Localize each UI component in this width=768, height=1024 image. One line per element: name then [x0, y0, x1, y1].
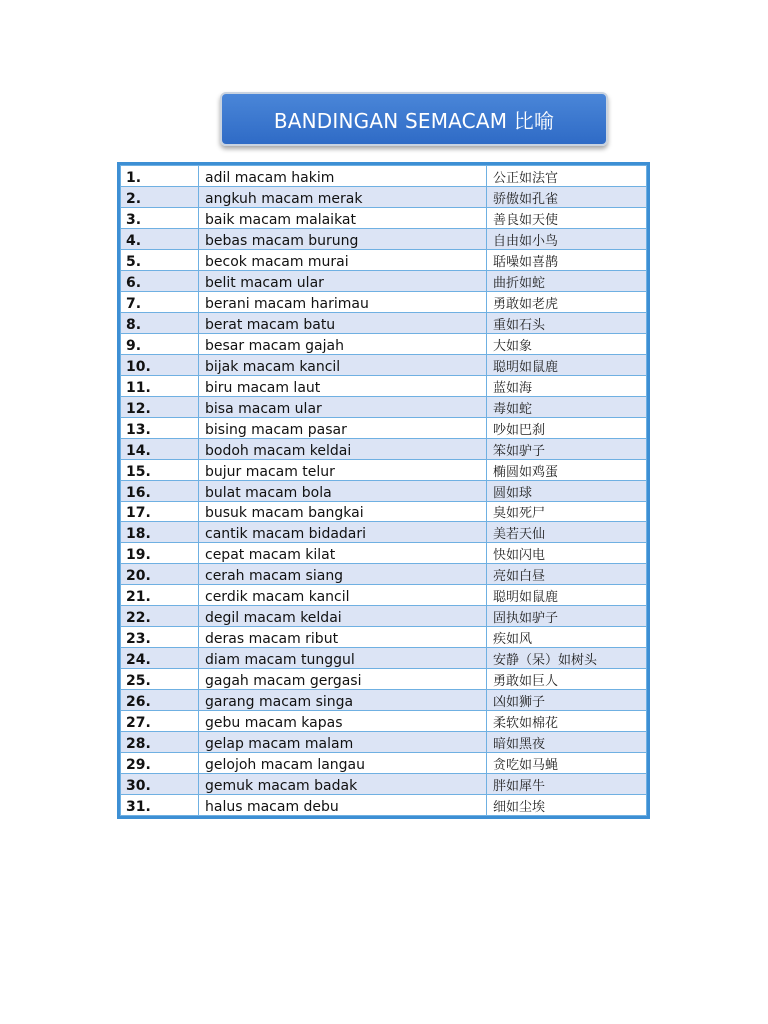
malay-simile: angkuh macam merak: [199, 186, 487, 207]
chinese-translation: 快如闪电: [487, 543, 647, 564]
chinese-translation: 聪明如鼠鹿: [487, 585, 647, 606]
row-number: 25.: [121, 669, 199, 690]
row-number: 23.: [121, 627, 199, 648]
row-number: 13.: [121, 417, 199, 438]
malay-simile: bebas macam burung: [199, 228, 487, 249]
chinese-translation: 勇敢如老虎: [487, 291, 647, 312]
table-row: [121, 732, 647, 753]
chinese-translation: 疾如风: [487, 627, 647, 648]
table-row: [121, 606, 647, 627]
table-row: [121, 774, 647, 795]
row-number: 29.: [121, 753, 199, 774]
table-row: [121, 312, 647, 333]
chinese-translation: 固执如驴子: [487, 606, 647, 627]
malay-simile: bisa macam ular: [199, 396, 487, 417]
chinese-translation: 圆如球: [487, 480, 647, 501]
row-number: 24.: [121, 648, 199, 669]
chinese-translation: 大如象: [487, 333, 647, 354]
table-row: [121, 627, 647, 648]
table-row: [121, 207, 647, 228]
chinese-translation: 曲折如蛇: [487, 270, 647, 291]
table-row: [121, 648, 647, 669]
malay-simile: besar macam gajah: [199, 333, 487, 354]
chinese-translation: 安静（呆）如树头: [487, 648, 647, 669]
table-row: [121, 753, 647, 774]
table-row: [121, 249, 647, 270]
malay-simile: gelap macam malam: [199, 732, 487, 753]
chinese-translation: 凶如狮子: [487, 690, 647, 711]
table-row: [121, 270, 647, 291]
table-row: [121, 186, 647, 207]
row-number: 7.: [121, 291, 199, 312]
row-number: 17.: [121, 501, 199, 522]
row-number: 3.: [121, 207, 199, 228]
table-row: [121, 564, 647, 585]
chinese-translation: 暗如黑夜: [487, 732, 647, 753]
chinese-translation: 蓝如海: [487, 375, 647, 396]
row-number: 9.: [121, 333, 199, 354]
table-row: [121, 396, 647, 417]
table-body: [121, 166, 647, 816]
malay-simile: bulat macam bola: [199, 480, 487, 501]
malay-simile: halus macam debu: [199, 795, 487, 816]
row-number: 27.: [121, 711, 199, 732]
chinese-translation: 椭圆如鸡蛋: [487, 459, 647, 480]
malay-simile: bodoh macam keldai: [199, 438, 487, 459]
simile-table: [117, 162, 650, 819]
row-number: 4.: [121, 228, 199, 249]
row-number: 1.: [121, 166, 199, 187]
malay-simile: gemuk macam badak: [199, 774, 487, 795]
table-row: [121, 795, 647, 816]
table-row: [121, 690, 647, 711]
malay-simile: adil macam hakim: [199, 166, 487, 187]
row-number: 20.: [121, 564, 199, 585]
row-number: 14.: [121, 438, 199, 459]
chinese-translation: 善良如天使: [487, 207, 647, 228]
malay-simile: biru macam laut: [199, 375, 487, 396]
chinese-translation: 毒如蛇: [487, 396, 647, 417]
row-number: 22.: [121, 606, 199, 627]
malay-simile: cantik macam bidadari: [199, 522, 487, 543]
chinese-translation: 自由如小鸟: [487, 228, 647, 249]
chinese-translation: 公正如法官: [487, 166, 647, 187]
chinese-translation: 胖如犀牛: [487, 774, 647, 795]
chinese-translation: 笨如驴子: [487, 438, 647, 459]
malay-simile: gagah macam gergasi: [199, 669, 487, 690]
table-row: [121, 669, 647, 690]
table-row: [121, 354, 647, 375]
table-row: [121, 501, 647, 522]
row-number: 2.: [121, 186, 199, 207]
malay-simile: cepat macam kilat: [199, 543, 487, 564]
malay-simile: becok macam murai: [199, 249, 487, 270]
table-row: [121, 417, 647, 438]
malay-simile: bising macam pasar: [199, 417, 487, 438]
malay-simile: cerah macam siang: [199, 564, 487, 585]
simile-table-grid: [120, 165, 647, 816]
row-number: 8.: [121, 312, 199, 333]
chinese-translation: 骄傲如孔雀: [487, 186, 647, 207]
table-row: [121, 291, 647, 312]
malay-simile: garang macam singa: [199, 690, 487, 711]
row-number: 10.: [121, 354, 199, 375]
row-number: 11.: [121, 375, 199, 396]
chinese-translation: 细如尘埃: [487, 795, 647, 816]
malay-simile: bujur macam telur: [199, 459, 487, 480]
row-number: 12.: [121, 396, 199, 417]
page-title: BANDINGAN SEMACAM 比喻: [220, 92, 608, 146]
chinese-translation: 亮如白昼: [487, 564, 647, 585]
row-number: 31.: [121, 795, 199, 816]
malay-simile: diam macam tunggul: [199, 648, 487, 669]
chinese-translation: 美若天仙: [487, 522, 647, 543]
malay-simile: belit macam ular: [199, 270, 487, 291]
row-number: 16.: [121, 480, 199, 501]
table-row: [121, 543, 647, 564]
chinese-translation: 聒噪如喜鹊: [487, 249, 647, 270]
malay-simile: deras macam ribut: [199, 627, 487, 648]
table-row: [121, 522, 647, 543]
malay-simile: baik macam malaikat: [199, 207, 487, 228]
chinese-translation: 勇敢如巨人: [487, 669, 647, 690]
chinese-translation: 臭如死尸: [487, 501, 647, 522]
row-number: 21.: [121, 585, 199, 606]
malay-simile: degil macam keldai: [199, 606, 487, 627]
row-number: 28.: [121, 732, 199, 753]
chinese-translation: 贪吃如马蝇: [487, 753, 647, 774]
table-row: [121, 438, 647, 459]
table-row: [121, 166, 647, 187]
malay-simile: busuk macam bangkai: [199, 501, 487, 522]
chinese-translation: 柔软如棉花: [487, 711, 647, 732]
malay-simile: berat macam batu: [199, 312, 487, 333]
malay-simile: gelojoh macam langau: [199, 753, 487, 774]
row-number: 15.: [121, 459, 199, 480]
malay-simile: bijak macam kancil: [199, 354, 487, 375]
row-number: 30.: [121, 774, 199, 795]
malay-simile: gebu macam kapas: [199, 711, 487, 732]
chinese-translation: 重如石头: [487, 312, 647, 333]
chinese-translation: 聪明如鼠鹿: [487, 354, 647, 375]
table-row: [121, 711, 647, 732]
row-number: 18.: [121, 522, 199, 543]
malay-simile: cerdik macam kancil: [199, 585, 487, 606]
row-number: 6.: [121, 270, 199, 291]
table-row: [121, 585, 647, 606]
row-number: 19.: [121, 543, 199, 564]
table-row: [121, 480, 647, 501]
table-row: [121, 459, 647, 480]
malay-simile: berani macam harimau: [199, 291, 487, 312]
row-number: 26.: [121, 690, 199, 711]
table-row: [121, 228, 647, 249]
table-row: [121, 375, 647, 396]
row-number: 5.: [121, 249, 199, 270]
table-row: [121, 333, 647, 354]
chinese-translation: 吵如巴刹: [487, 417, 647, 438]
